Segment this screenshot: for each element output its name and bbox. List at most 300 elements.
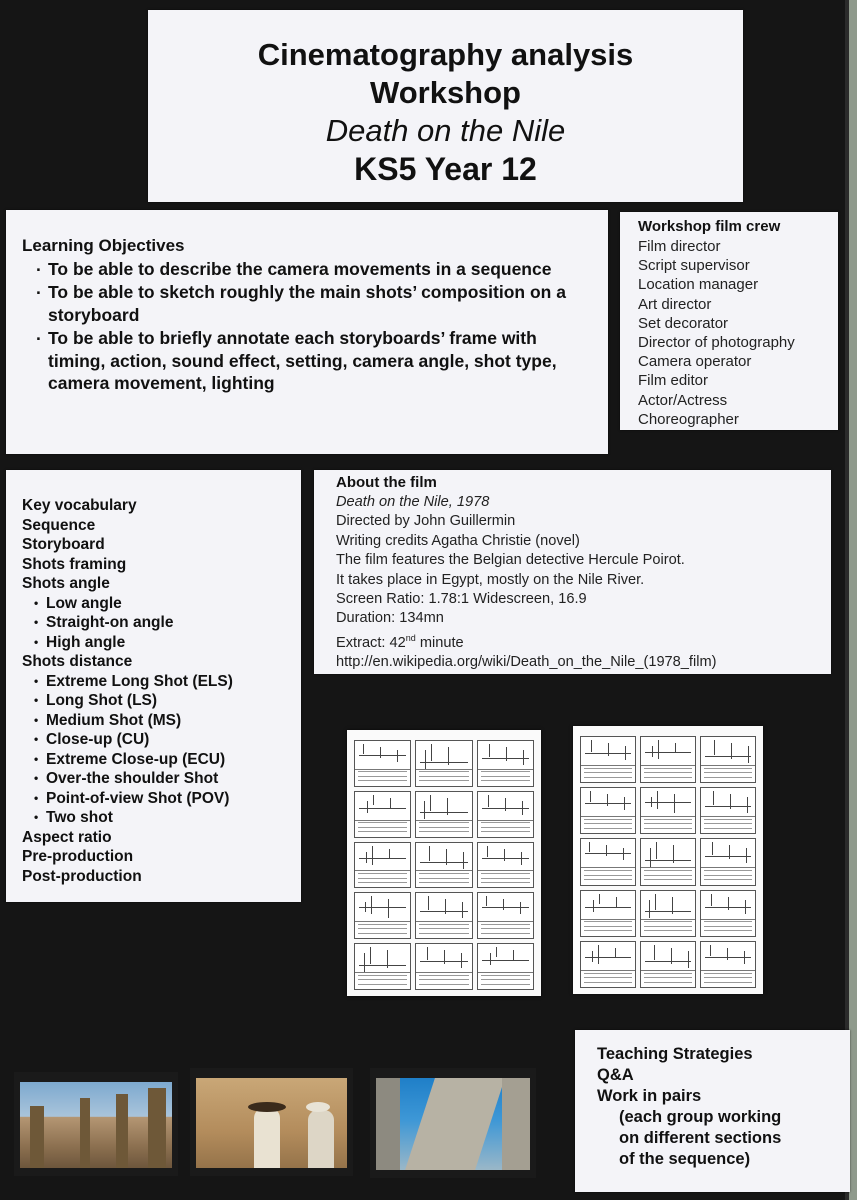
annotation-line: [358, 873, 407, 874]
vocab-subitem: • Two shot: [22, 808, 233, 828]
objectives-list: [36, 258, 596, 394]
sketch-stroke: [748, 746, 749, 763]
frame-sketch-area: [701, 942, 755, 971]
annotation-line: [704, 926, 752, 927]
annotation-line: [704, 870, 752, 871]
frame-sketch-area: [416, 944, 471, 973]
annotation-line: [419, 928, 468, 929]
sketch-stroke: [380, 747, 381, 758]
vocab-subitem: • Point-of-view Shot (POV): [22, 789, 233, 809]
sketch-stroke: [370, 947, 371, 964]
annotation-line: [584, 823, 632, 824]
column-shape: [80, 1098, 90, 1168]
sketch-stroke: [359, 965, 406, 966]
sketch-stroke: [371, 896, 372, 914]
annotation-line: [481, 776, 530, 777]
sketch-stroke: [645, 961, 691, 962]
sketch-stroke: [359, 858, 406, 859]
crew-item: Choreographer: [638, 410, 739, 428]
annotation-line: [704, 772, 752, 773]
annotation-line: [419, 822, 468, 823]
sketch-stroke: [598, 945, 599, 964]
teaching-note: (each group working: [619, 1108, 782, 1126]
sketch-stroke: [705, 856, 751, 857]
frame-sketch-area: [355, 792, 410, 821]
sketch-stroke: [645, 911, 691, 912]
annotation-line: [704, 828, 752, 829]
annotation-line: [481, 780, 530, 781]
sketch-stroke: [487, 846, 488, 857]
film-director: Directed by John Guillermin: [336, 513, 516, 530]
storyboard-frame: [640, 890, 696, 937]
frame-sketch-area: [701, 788, 755, 817]
sketch-stroke: [585, 907, 631, 908]
storyboard-frame: [477, 842, 534, 889]
frame-sketch-area: [641, 839, 695, 868]
film-ratio: Screen Ratio: 1.78:1 Widescreen, 16.9: [336, 591, 587, 608]
sketch-stroke: [585, 853, 631, 854]
annotation-line: [584, 875, 632, 876]
sketch-stroke: [688, 951, 689, 968]
annotation-line: [704, 823, 752, 824]
sketch-stroke: [420, 862, 467, 863]
annotation-line: [419, 924, 468, 925]
frame-sketch-area: [581, 737, 635, 766]
annotation-line: [481, 878, 530, 879]
actor-figure: [308, 1110, 334, 1168]
sketch-stroke: [608, 743, 609, 756]
annotation-line: [419, 771, 468, 772]
annotation-line: [704, 930, 752, 931]
storyboard-grid-1: [354, 740, 534, 990]
frame-sketch-area: [641, 942, 695, 971]
extract-suffix: minute: [415, 634, 464, 651]
annotation-line: [584, 870, 632, 871]
vocab-item: Sequence: [22, 516, 96, 534]
storyboard-frame: [640, 736, 696, 783]
storyboard-frame: [415, 842, 472, 889]
sketch-stroke: [420, 961, 467, 962]
storyboard-frame: [477, 740, 534, 787]
crew-item: Location manager: [638, 276, 759, 294]
sketch-stroke: [658, 740, 659, 759]
film-still-temple-columns: [14, 1072, 178, 1176]
storyboard-frame: [640, 941, 696, 988]
sketch-stroke: [367, 801, 368, 813]
sketch-stroke: [606, 845, 607, 856]
sketch-stroke: [373, 795, 374, 805]
frame-sketch-area: [581, 942, 635, 971]
storyboard-sheet-1: [347, 730, 541, 996]
frame-sketch-area: [416, 741, 471, 770]
crew-heading: Workshop film crew: [638, 218, 781, 235]
sketch-stroke: [429, 846, 430, 861]
sketch-stroke: [705, 957, 751, 958]
vocab-subitem: • Close-up (CU): [22, 730, 233, 750]
annotation-line: [419, 984, 468, 985]
storyboard-frame: [354, 943, 411, 990]
annotation-line: [704, 819, 752, 820]
sketch-stroke: [599, 894, 600, 904]
annotation-line: [644, 921, 692, 922]
storyboard-sheet-2: [573, 726, 763, 994]
annotation-line: [419, 933, 468, 934]
storyboard-frame: [700, 890, 756, 937]
sketch-stroke: [654, 945, 655, 960]
vocab-subitem: • Low angle: [22, 594, 233, 614]
crew-item: Film editor: [638, 372, 709, 390]
storyboard-frame: [580, 890, 636, 937]
sketch-stroke: [674, 794, 675, 813]
sketch-stroke: [490, 953, 491, 965]
frame-sketch-area: [416, 843, 471, 872]
film-title-year: Death on the Nile, 1978: [336, 494, 490, 510]
hat-shape: [306, 1102, 330, 1112]
sketch-stroke: [397, 750, 398, 762]
film-description-1: The film features the Belgian detective Hercule Poirot.: [336, 552, 685, 569]
crew-item: Set decorator: [638, 314, 729, 332]
vocab-subitem: • Extreme Long Shot (ELS): [22, 672, 233, 692]
sketch-stroke: [462, 902, 463, 918]
storyboard-frame: [415, 892, 472, 939]
annotation-line: [358, 984, 407, 985]
crew-item: Director of photography: [638, 334, 795, 352]
annotation-line: [481, 831, 530, 832]
frame-sketch-area: [641, 891, 695, 920]
about-film-card: [314, 470, 831, 674]
sketch-stroke: [591, 740, 592, 752]
annotation-line: [584, 973, 632, 974]
frame-sketch-area: [701, 737, 755, 766]
film-heading: About the film: [336, 474, 437, 491]
annotation-line: [481, 979, 530, 980]
sketch-stroke: [420, 911, 467, 912]
sketch-stroke: [482, 858, 529, 859]
frame-sketch-area: [701, 891, 755, 920]
key-vocabulary-card: [6, 470, 301, 902]
sketch-stroke: [424, 801, 425, 819]
storyboard-frame: [700, 787, 756, 834]
annotation-line: [481, 924, 530, 925]
sketch-stroke: [705, 907, 751, 908]
frame-sketch-area: [478, 944, 533, 973]
annotation-line: [644, 982, 692, 983]
crew-item: Film director: [638, 238, 721, 255]
annotation-line: [644, 772, 692, 773]
vocab-subitem: • High angle: [22, 633, 233, 653]
sketch-stroke: [657, 791, 658, 809]
annotation-line: [644, 977, 692, 978]
frame-sketch-area: [478, 741, 533, 770]
crew-item: Art director: [638, 295, 712, 313]
frame-sketch-area: [581, 788, 635, 817]
annotation-line: [584, 926, 632, 927]
crew-item: Actor/Actress: [638, 391, 728, 409]
title-card: [148, 10, 743, 202]
sketch-stroke: [489, 744, 490, 757]
storyboard-frame: [415, 791, 472, 838]
frame-sketch-area: [416, 792, 471, 821]
sketch-stroke: [363, 744, 364, 754]
film-extract: [336, 629, 826, 653]
film-info-list: [336, 493, 826, 673]
sketch-stroke: [585, 957, 631, 958]
annotation-line: [704, 921, 752, 922]
annotation-line: [481, 928, 530, 929]
annotation-line: [419, 831, 468, 832]
teaching-note: of the sequence): [619, 1150, 751, 1168]
sketch-stroke: [705, 806, 751, 807]
teaching-strategies-card: [575, 1030, 850, 1192]
annotation-line: [644, 870, 692, 871]
sketch-stroke: [727, 948, 728, 960]
vocab-item: Shots angle: [22, 575, 110, 592]
film-credits: Writing credits Agatha Christie (novel): [336, 532, 580, 549]
sketch-stroke: [650, 848, 651, 867]
storyboard-frame: [580, 941, 636, 988]
sketch-stroke: [520, 902, 521, 914]
column-shape: [376, 1078, 400, 1170]
objective-item: . To be able to briefly annotate each storyboards’ frame with timing, action, sound effect, setting, camera angle, shot type, camera movement, lighting: [36, 327, 596, 394]
sketch-stroke: [655, 894, 656, 910]
crew-item: Camera operator: [638, 353, 752, 371]
storyboard-frame: [477, 943, 534, 990]
storyboard-frame: [580, 736, 636, 783]
frame-sketch-area: [355, 893, 410, 922]
annotation-line: [419, 882, 468, 883]
sketch-stroke: [714, 740, 715, 755]
annotation-line: [704, 768, 752, 769]
teaching-item: Q&A: [597, 1066, 634, 1084]
storyboard-frame: [700, 941, 756, 988]
annotation-line: [358, 878, 407, 879]
sketch-stroke: [420, 812, 467, 813]
teaching-item: Work in pairs: [597, 1087, 702, 1105]
sketch-stroke: [649, 900, 650, 918]
vocab-item: Pre-production: [22, 848, 134, 865]
annotation-line: [481, 822, 530, 823]
annotation-line: [644, 777, 692, 778]
sketch-stroke: [747, 797, 748, 813]
annotation-line: [481, 882, 530, 883]
frame-sketch-area: [581, 839, 635, 868]
sketch-stroke: [623, 848, 624, 860]
sketch-stroke: [503, 899, 504, 910]
annotation-line: [704, 875, 752, 876]
film-duration: Duration: 134mn: [336, 610, 444, 627]
sketch-stroke: [711, 894, 712, 906]
extract-sup: nd: [405, 632, 416, 643]
annotation-line: [358, 822, 407, 823]
sketch-stroke: [496, 947, 497, 957]
annotation-line: [358, 827, 407, 828]
storyboard-frame: [415, 943, 472, 990]
sketch-stroke: [504, 849, 505, 861]
storyboard-frame: [477, 892, 534, 939]
sketch-stroke: [585, 753, 631, 754]
sketch-stroke: [645, 802, 691, 803]
sketch-stroke: [482, 907, 529, 908]
annotation-line: [419, 827, 468, 828]
storyboard-frame: [354, 740, 411, 787]
vocab-heading: Key vocabulary: [22, 497, 137, 514]
sketch-stroke: [431, 744, 432, 761]
frame-sketch-area: [581, 891, 635, 920]
sketch-stroke: [728, 897, 729, 910]
vocabulary-list: [22, 496, 233, 886]
annotation-line: [584, 982, 632, 983]
film-still-two-actors: [190, 1068, 353, 1176]
sketch-stroke: [705, 756, 751, 757]
film-crew-card: [620, 212, 838, 430]
annotation-line: [704, 977, 752, 978]
storyboard-frame: [700, 736, 756, 783]
storyboard-frame: [415, 740, 472, 787]
crew-item: Script supervisor: [638, 257, 750, 275]
annotation-line: [584, 772, 632, 773]
sketch-stroke: [585, 803, 631, 804]
hat-shape: [248, 1102, 286, 1112]
annotation-line: [584, 930, 632, 931]
storyboard-frame: [354, 842, 411, 889]
column-shape: [30, 1106, 44, 1168]
annotation-line: [584, 768, 632, 769]
sketch-stroke: [590, 791, 591, 802]
annotation-line: [358, 928, 407, 929]
frame-sketch-area: [641, 788, 695, 817]
sketch-stroke: [645, 860, 691, 861]
annotation-line: [584, 879, 632, 880]
sketch-stroke: [712, 842, 713, 855]
annotation-line: [584, 977, 632, 978]
frame-sketch-area: [641, 737, 695, 766]
annotation-line: [704, 973, 752, 974]
sketch-stroke: [482, 758, 529, 759]
annotation-line: [419, 979, 468, 980]
film-url: http://en.wikipedia.org/wiki/Death_on_the_Nile_(1978_film): [336, 654, 717, 671]
sketch-stroke: [359, 755, 406, 756]
annotation-line: [419, 975, 468, 976]
vocab-item: Aspect ratio: [22, 828, 112, 846]
film-still-low-angle-column: [370, 1068, 536, 1178]
teaching-heading: Teaching Strategies: [597, 1045, 753, 1063]
sketch-stroke: [372, 846, 373, 865]
teaching-note: on different sections: [619, 1129, 782, 1147]
vocab-subitem: • Over-the shoulder Shot: [22, 769, 233, 789]
frame-sketch-area: [478, 792, 533, 821]
annotation-line: [704, 982, 752, 983]
annotation-line: [419, 780, 468, 781]
frame-sketch-area: [416, 893, 471, 922]
storyboard-frame: [640, 787, 696, 834]
film-description-2: It takes place in Egypt, mostly on the Nile River.: [336, 571, 645, 588]
vocab-item: Storyboard: [22, 536, 105, 553]
storyboard-frame: [640, 838, 696, 885]
sketch-stroke: [486, 896, 487, 906]
annotation-line: [644, 879, 692, 880]
annotation-line: [481, 984, 530, 985]
annotation-line: [358, 882, 407, 883]
frame-sketch-area: [355, 843, 410, 872]
annotation-line: [358, 771, 407, 772]
storyboard-frame: [477, 791, 534, 838]
annotation-line: [358, 933, 407, 934]
annotation-line: [644, 828, 692, 829]
sketch-stroke: [359, 808, 406, 809]
crew-list: [638, 237, 795, 429]
annotation-line: [358, 776, 407, 777]
sketch-stroke: [656, 842, 657, 859]
sketch-stroke: [607, 794, 608, 806]
annotation-line: [644, 823, 692, 824]
actor-figure: [254, 1108, 280, 1168]
annotation-line: [481, 873, 530, 874]
annotation-line: [358, 979, 407, 980]
annotation-line: [584, 777, 632, 778]
annotation-line: [644, 819, 692, 820]
sketch-stroke: [427, 947, 428, 960]
column-shape: [116, 1094, 128, 1168]
annotation-line: [481, 771, 530, 772]
title-line-1: Cinematography analysis: [257, 37, 634, 72]
storyboard-frame: [700, 838, 756, 885]
vocab-subitem: • Medium Shot (MS): [22, 711, 233, 731]
sketch-stroke: [430, 795, 431, 811]
sketch-stroke: [645, 752, 691, 753]
learning-objectives-card: [6, 210, 608, 454]
annotation-line: [481, 827, 530, 828]
storyboard-frame: [354, 791, 411, 838]
sketch-stroke: [482, 808, 529, 809]
sketch-stroke: [359, 907, 406, 908]
vocab-subitem: • Long Shot (LS): [22, 691, 233, 711]
annotation-line: [644, 973, 692, 974]
annotation-line: [644, 930, 692, 931]
sketch-stroke: [420, 762, 467, 763]
annotation-line: [704, 777, 752, 778]
extract-prefix: Extract: 42: [336, 634, 406, 651]
annotation-line: [419, 776, 468, 777]
annotation-line: [584, 921, 632, 922]
sketch-stroke: [425, 750, 426, 769]
annotation-line: [704, 879, 752, 880]
sketch-stroke: [388, 899, 389, 918]
objective-item: . To be able to sketch roughly the main shots’ composition on a storyboard: [36, 281, 596, 326]
still-image-1: [20, 1082, 172, 1168]
objectives-heading: Learning Objectives: [22, 236, 185, 255]
storyboard-frame: [580, 787, 636, 834]
teaching-list: [597, 1044, 781, 1170]
vocab-subitem: • Extreme Close-up (ECU): [22, 750, 233, 770]
sketch-stroke: [482, 960, 529, 961]
frame-sketch-area: [478, 893, 533, 922]
sketch-stroke: [463, 852, 464, 869]
frame-sketch-area: [355, 944, 410, 973]
annotation-line: [584, 819, 632, 820]
still-image-3: [376, 1078, 530, 1170]
annotation-line: [358, 924, 407, 925]
sketch-stroke: [364, 953, 365, 972]
sketch-stroke: [589, 842, 590, 852]
annotation-line: [644, 875, 692, 876]
title-level: KS5 Year 12: [354, 151, 537, 187]
objective-item: . To be able to describe the camera movements in a sequence: [36, 258, 596, 280]
column-shape: [502, 1078, 530, 1170]
annotation-line: [419, 878, 468, 879]
storyboard-grid-2: [580, 736, 756, 988]
still-image-2: [196, 1078, 347, 1168]
sketch-stroke: [428, 896, 429, 910]
